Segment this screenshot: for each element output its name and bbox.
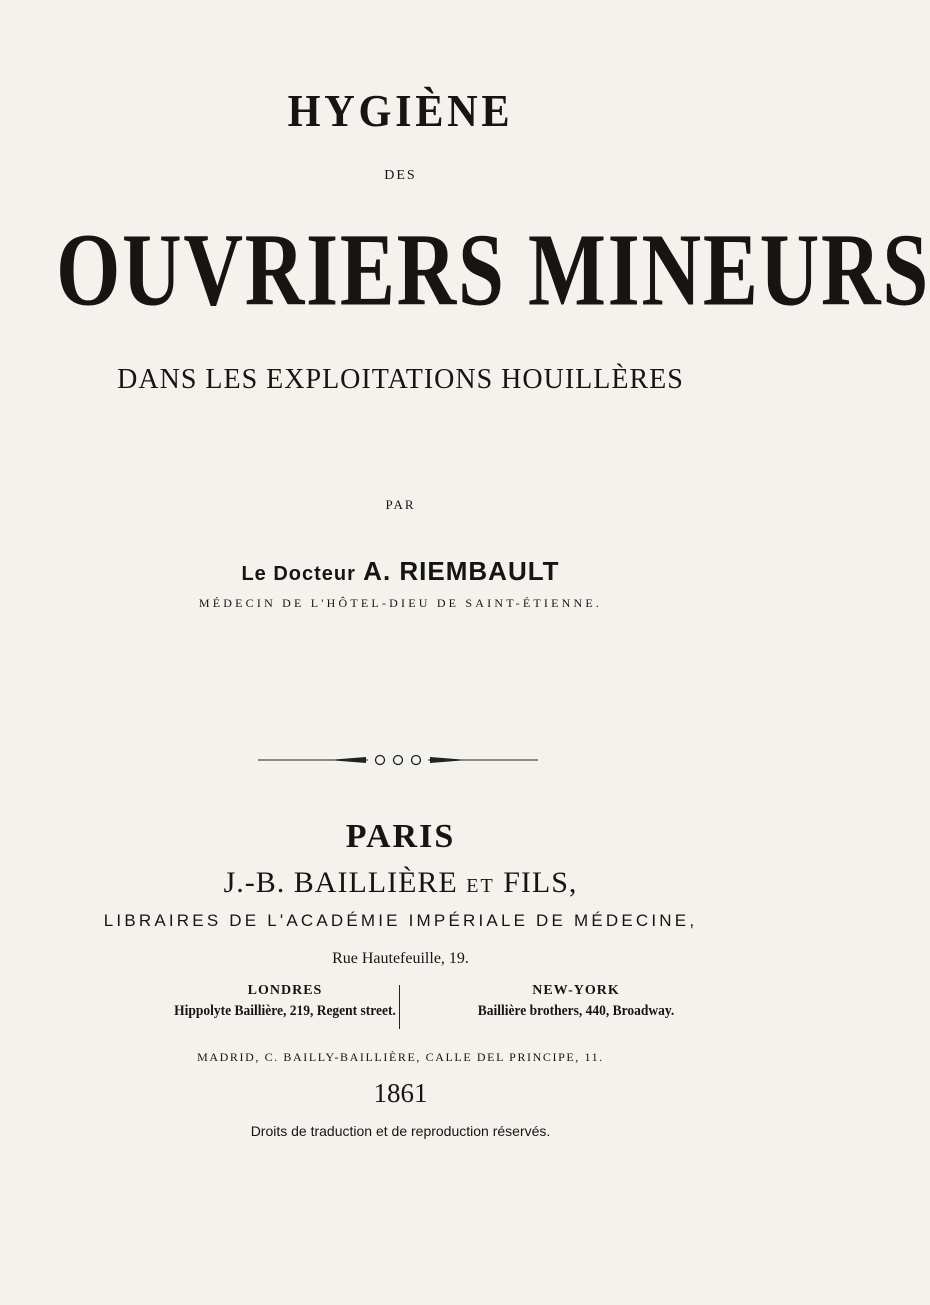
newyork-address: Baillière brothers, 440, Broadway. <box>477 1003 675 1019</box>
madrid-line: MADRID, C. BAILLY-BAILLIÈRE, CALLE DEL PRINCIPE, 11. <box>197 1050 604 1064</box>
london-address: Hippolyte Baillière, 219, Regent street. <box>174 1003 396 1019</box>
publisher-et: ET <box>466 875 495 897</box>
author-prefix: Le Docteur <box>241 563 356 585</box>
london-branch <box>160 983 410 1020</box>
newyork-label: NEW-YORK <box>532 983 620 998</box>
newyork-branch <box>396 983 756 1020</box>
street-address: Rue Hautefeuille, 19. <box>332 950 469 967</box>
libraires-line: LIBRAIRES DE L'ACADÉMIE IMPÉRIALE DE MÉDECINE, <box>103 911 698 930</box>
london-label: LONDRES <box>247 983 323 998</box>
main-title: OUVRIERS MINEURS <box>56 211 930 328</box>
title-hygiene: HYGIÈNE <box>287 85 514 136</box>
title-des: DES <box>384 168 417 183</box>
publisher-fils: FILS, <box>503 866 578 899</box>
publisher-name: J.-B. BAILLIÈRE <box>223 866 458 899</box>
rights-notice: Droits de traduction et de reproduction réservés. <box>250 1123 551 1139</box>
ornament-rule-icon <box>258 752 538 768</box>
par-label: PAR <box>385 497 416 512</box>
branches <box>0 983 801 1029</box>
author-name: A. RIEMBAULT <box>363 556 560 586</box>
author-role: MÉDECIN DE L'HÔTEL-DIEU DE SAINT-ÉTIENNE. <box>198 596 603 610</box>
imprint-city: PARIS <box>345 818 456 855</box>
author-line <box>0 556 801 587</box>
publication-year: 1861 <box>373 1078 428 1108</box>
publisher-line <box>0 866 801 900</box>
subtitle: DANS LES EXPLOITATIONS HOUILLÈRES <box>117 364 684 395</box>
